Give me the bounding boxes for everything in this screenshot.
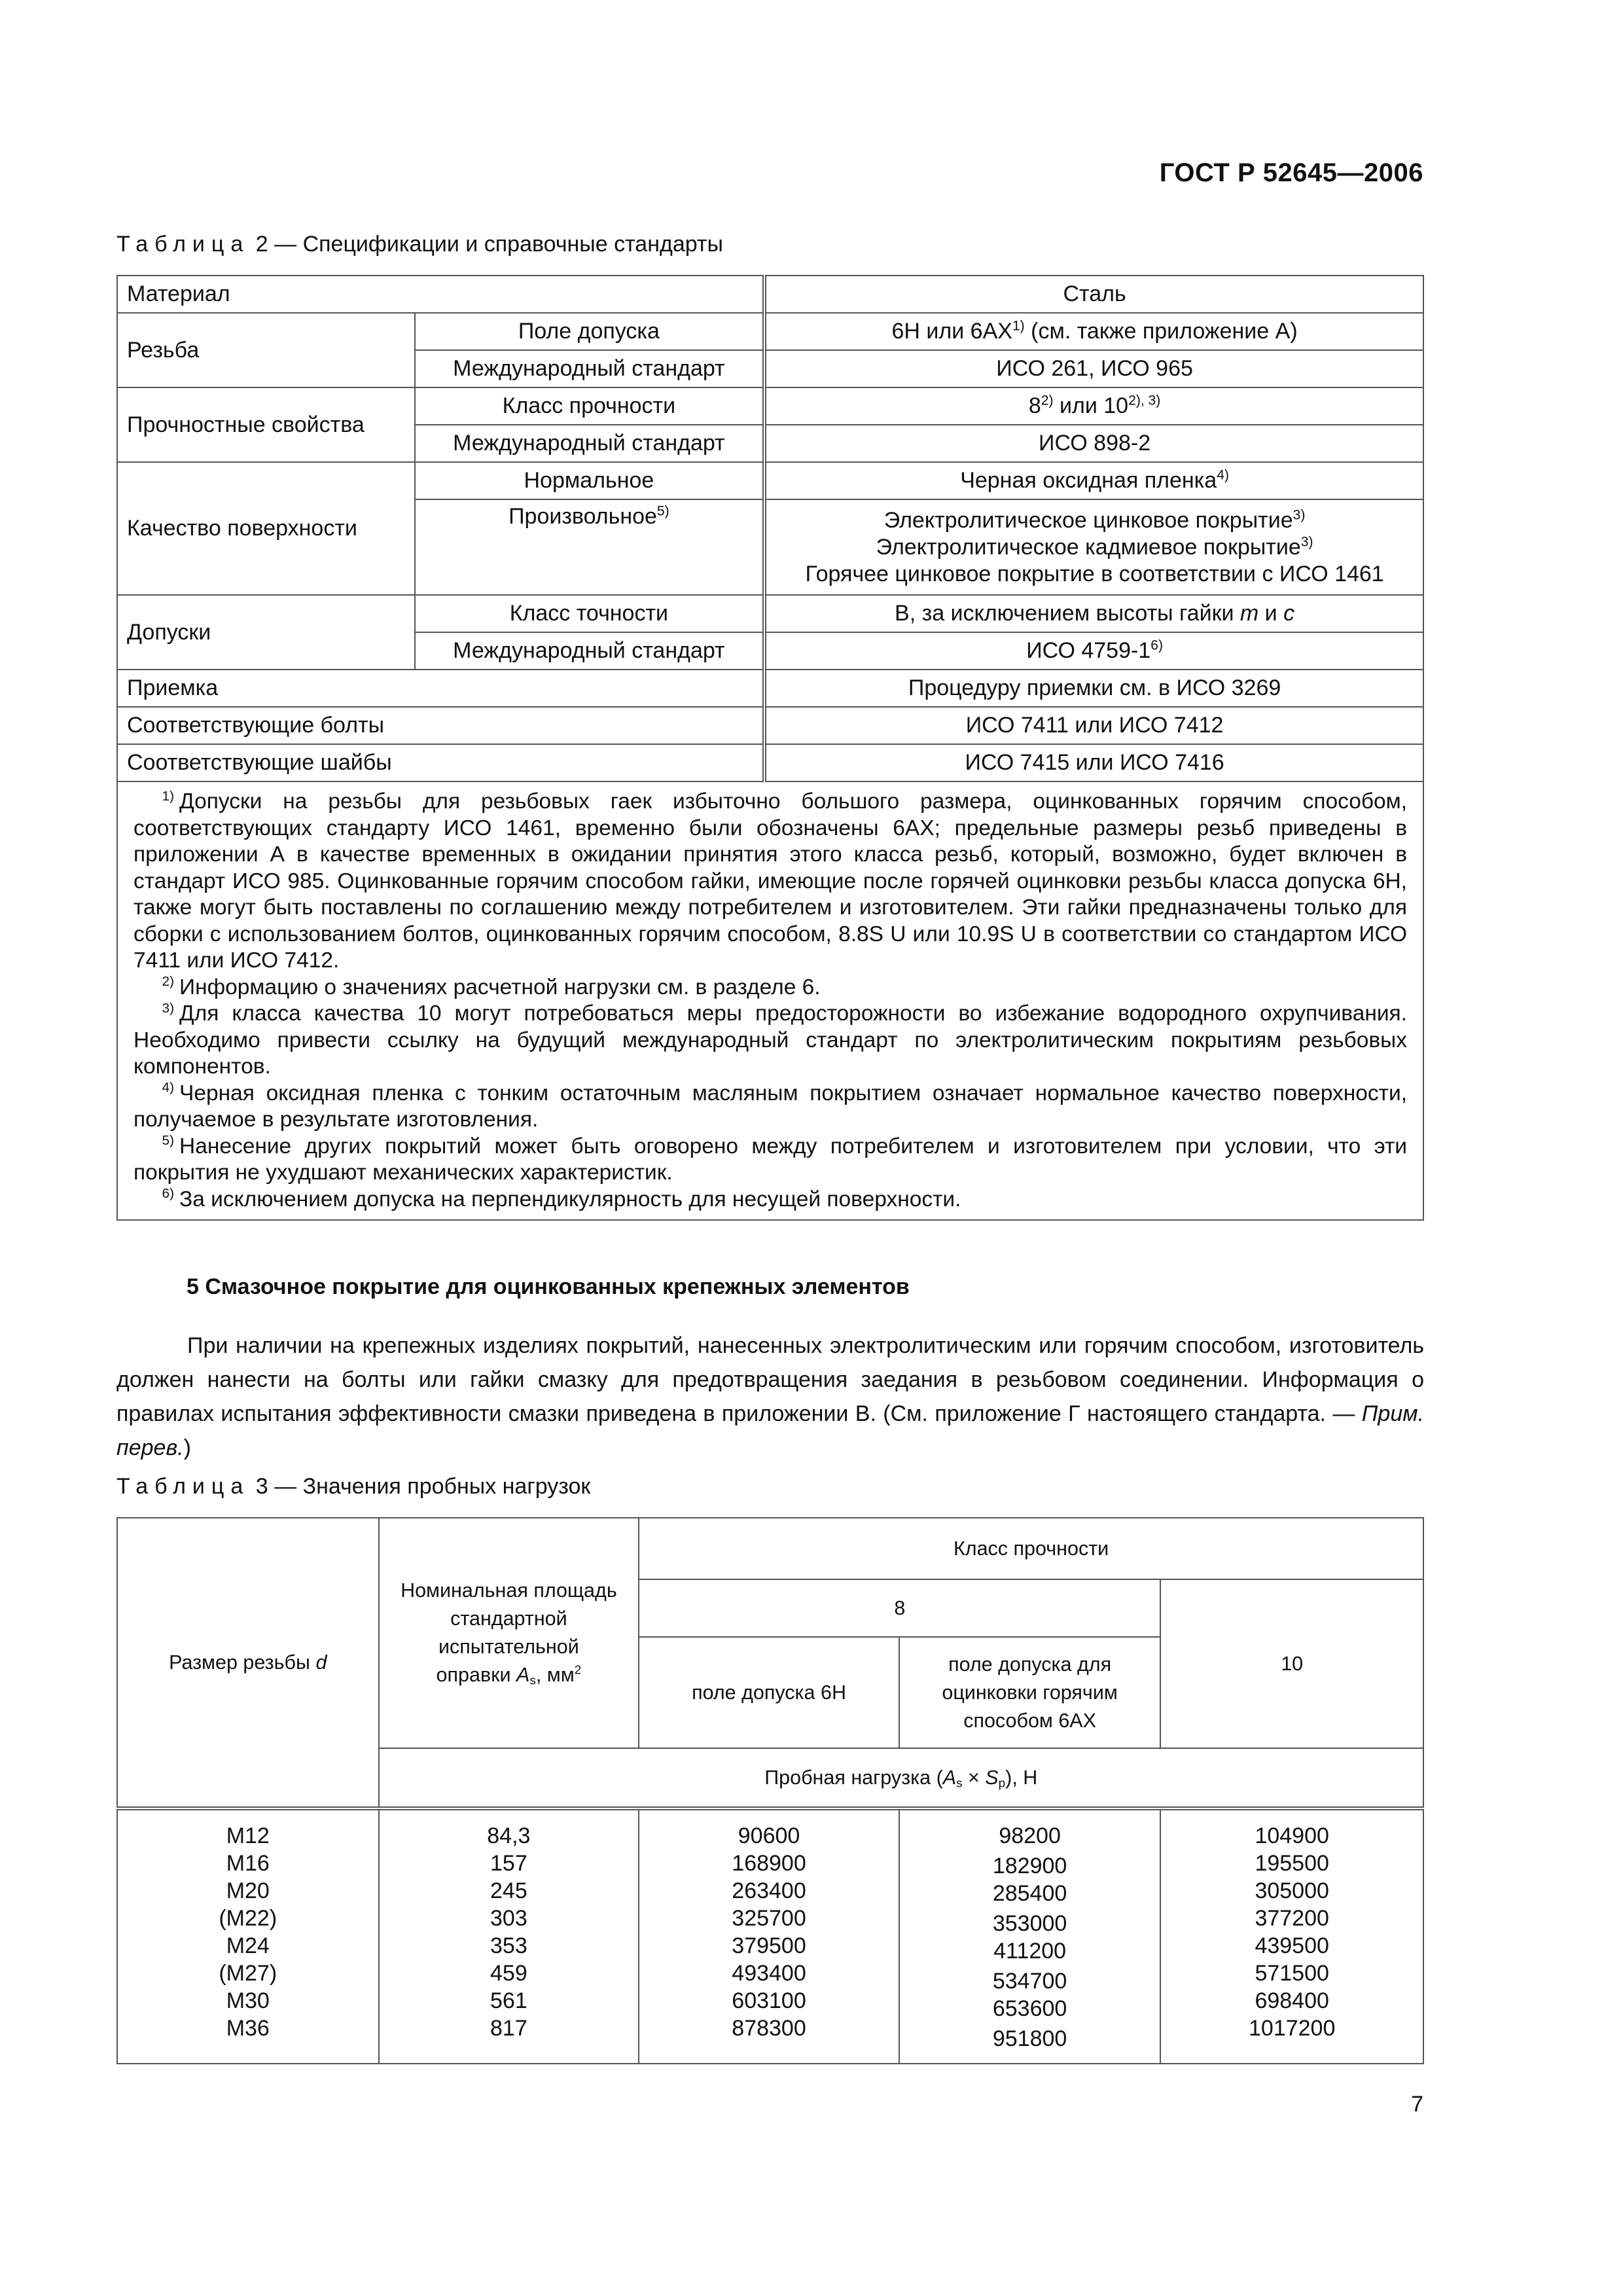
bolts-label: Соответствующие болты xyxy=(117,707,764,744)
table-cell: 1017200 xyxy=(1249,2016,1336,2041)
table-cell: 353 xyxy=(490,1933,527,1958)
footnote: $^{3)}$ Для класса качества 10 могут потребоваться меры предосторожности во избежание водородного охрупчивания. Необходимо привести ссылку на будущий международный стандарт по электролитическим покрытиям резьбовых компонентов. xyxy=(134,1000,1407,1079)
tolerances-label: Допуски xyxy=(117,595,415,670)
table-cell: 493400 xyxy=(732,1961,806,1986)
footnote: $^{4)}$ Черная оксидная пленка с тонким остаточным масляным покрытием означает нормальное качество поверхности, получаемое в результате изготовления. xyxy=(134,1080,1407,1132)
table-cell: 377200 xyxy=(1255,1906,1329,1931)
table-row xyxy=(117,707,1423,744)
footnote: $^{2)}$ Информацию о значениях расчетной нагрузки см. в разделе 6. xyxy=(162,974,821,999)
col-thread-size xyxy=(117,1808,379,2064)
table-row xyxy=(117,313,1423,350)
table-cell: 353000 xyxy=(992,1911,1067,1936)
table-header-row xyxy=(117,1518,1423,1579)
thread-standard-value: ИСО 261, ИСО 965 xyxy=(764,350,1423,387)
table-cell: 104900 xyxy=(1255,1823,1329,1848)
strength-standard-label: Международный стандарт xyxy=(415,425,765,462)
footnote: $^{1)}$ Допуски на резьбы для резьбовых гаек избыточно большого размера, оцинкованных горячим способом, соответствующих стандарту ИСО 1461, временно были обозначены 6AX; предельные размеры резьб приведены в приложении А в качестве временных в ожидании принятия этого класса резьб, который, возможно, будет включен в стандарт ИСО 985. Оцинкованные горячим способом гайки, имеющие после горячей оцинковки резьбы класса допуска 6H, также могут быть поставлены по соглашению между потребителем и изготовителем. Эти гайки предназначены только для сборки с использованием болтов, оцинкованных горячим способом, 8.8S U или 10.9S U в соответствии со стандартом ИСО 7411 или ИСО 7412. xyxy=(134,788,1407,973)
table-cell: 653600 xyxy=(992,1996,1067,2021)
table-cell: 303 xyxy=(490,1906,527,1931)
table-cell: 571500 xyxy=(1255,1961,1329,1986)
table-cell: 603100 xyxy=(732,1988,806,2013)
tolerances-class-label: Класс точности xyxy=(415,595,765,632)
header-class-10: 10 xyxy=(1160,1579,1423,1748)
table-cell: M20 xyxy=(226,1878,270,1903)
table-row xyxy=(117,387,1423,425)
surface-label: Качество поверхности xyxy=(117,462,415,595)
table-row xyxy=(117,462,1423,499)
header-tolerance-6ax: поле допуска для оцинковки горячим способом 6AX xyxy=(899,1637,1161,1748)
col-load-6ax xyxy=(899,1808,1161,2064)
bolts-value: ИСО 7411 или ИСО 7412 xyxy=(764,707,1423,744)
section-5-heading: 5 Смазочное покрытие для оцинкованных крепежных элементов xyxy=(187,1274,910,1299)
table2-caption-word: Таблица xyxy=(116,232,250,257)
table-cell: 90600 xyxy=(738,1823,800,1848)
table-cell: M24 xyxy=(226,1933,270,1958)
table-cell: (M27) xyxy=(219,1961,277,1986)
tolerances-standard-value: ИСО 4759-1$^{6)}$ xyxy=(764,632,1423,670)
table-cell: 878300 xyxy=(732,2016,806,2041)
table-cell: 245 xyxy=(490,1878,527,1903)
material-value: Сталь xyxy=(764,276,1423,313)
col-load-6h xyxy=(639,1808,899,2064)
table-cell: 379500 xyxy=(732,1933,806,1958)
table2-caption-text: 2 — Спецификации и справочные стандарты xyxy=(255,232,723,257)
table-cell: M30 xyxy=(226,1988,270,2013)
page-number: 7 xyxy=(1411,2092,1423,2117)
surface-normal-value: Черная оксидная пленка$^{4)}$ xyxy=(764,462,1423,499)
table-row xyxy=(117,781,1423,1220)
thread-tolerance-label: Поле допуска xyxy=(415,313,765,350)
header-class-8: 8 xyxy=(639,1579,1160,1637)
header-nominal-area: Номинальная площадь стандартной испытательной оправки $A_s$, $мм^2$ xyxy=(379,1518,639,1748)
table2-footnotes xyxy=(117,781,1423,1220)
surface-optional-label: Произвольное$^{5)}$ xyxy=(415,499,765,595)
table-cell: 534700 xyxy=(992,1969,1067,1994)
surface-optional-value: Электролитическое цинковое покрытие$^{3)}$ Электролитическое кадмиевое покрытие$^{3)}$ Горячее цинковое покрытие в соответствии с ИСО 1461 xyxy=(764,499,1423,595)
table-row xyxy=(117,276,1423,313)
table-cell: 411200 xyxy=(993,1939,1067,1964)
washers-label: Соответствующие шайбы xyxy=(117,744,764,781)
table-cell: 951800 xyxy=(992,2026,1067,2051)
table-row xyxy=(117,744,1423,781)
specifications-table xyxy=(116,275,1424,1221)
acceptance-label: Приемка xyxy=(117,670,764,707)
table-cell: 98200 xyxy=(999,1823,1061,1848)
surface-normal-label: Нормальное xyxy=(415,462,765,499)
table-cell: 305000 xyxy=(1255,1878,1329,1903)
table-cell: 698400 xyxy=(1255,1988,1329,2013)
strength-label: Прочностные свойства xyxy=(117,387,415,462)
strength-class-value: 8$^{2)}$ или $10^{2), 3)}$ xyxy=(764,387,1423,425)
footnote: $^{6)}$ За исключением допуска на перпендикулярность для несущей поверхности. xyxy=(162,1186,961,1211)
table-cell: M12 xyxy=(226,1823,270,1848)
table-cell: 195500 xyxy=(1255,1851,1329,1876)
tolerances-class-value: B, за исключением высоты гайки m и c xyxy=(764,595,1423,632)
header-proof-load: Пробная нагрузка $(A_s \times S_p)$, Н xyxy=(379,1748,1423,1808)
thread-tolerance-value: 6H или 6AX$^{1)}$ (см. также приложение А) xyxy=(764,313,1423,350)
table-cell: 561 xyxy=(490,1988,527,2013)
col-load-class10 xyxy=(1160,1808,1423,2064)
table-cell: 263400 xyxy=(732,1878,806,1903)
table2-caption xyxy=(116,232,723,257)
table-cell: M36 xyxy=(226,2016,270,2041)
table-cell: 182900 xyxy=(992,1854,1067,1878)
footnote: $^{5)}$ Нанесение других покрытий может быть оговорено между потребителем и изготовителем при условии, что эти покрытия не ухудшают механических характеристик. xyxy=(134,1133,1407,1185)
table-row xyxy=(117,595,1423,632)
table-cell: 439500 xyxy=(1255,1933,1329,1958)
document-header-id: ГОСТ Р 52645—2006 xyxy=(1159,158,1423,187)
table-cell: 84,3 xyxy=(487,1823,531,1848)
header-tolerance-6h: поле допуска 6H xyxy=(639,1637,899,1748)
table-cell: 325700 xyxy=(732,1906,806,1931)
table3-caption-text: 3 — Значения пробных нагрузок xyxy=(255,1474,591,1499)
strength-class-label: Класс прочности xyxy=(415,387,765,425)
thread-standard-label: Международный стандарт xyxy=(415,350,765,387)
washers-value: ИСО 7415 или ИСО 7416 xyxy=(764,744,1423,781)
table-cell: 817 xyxy=(490,2016,527,2041)
table-cell: 157 xyxy=(490,1851,527,1876)
acceptance-value: Процедуру приемки см. в ИСО 3269 xyxy=(764,670,1423,707)
thread-label: Резьба xyxy=(117,313,415,387)
table-cell: 459 xyxy=(490,1961,527,1986)
section-5-paragraph: При наличии на крепежных изделиях покрытий, нанесенных электролитическим или горячим способом, изготовитель должен нанести на болты или гайки смазку для предотвращения заедания в резьбовом соединении. Информация о правилах испытания эффективности смазки приведена в приложении В. (См. приложение Г настоящего стандарта. — Прим. перев.) xyxy=(116,1333,1424,1460)
table-cell: 285400 xyxy=(992,1881,1067,1906)
header-thread-size: Размер резьбы d xyxy=(117,1518,379,1808)
table-row xyxy=(117,670,1423,707)
material-label: Материал xyxy=(117,276,764,313)
col-nominal-area xyxy=(379,1808,639,2064)
table-cell: 168900 xyxy=(732,1851,806,1876)
table-body-row xyxy=(117,1808,1423,2064)
table3-caption xyxy=(116,1474,590,1499)
table-cell: M16 xyxy=(226,1851,270,1876)
table-cell: (M22) xyxy=(219,1906,277,1931)
tolerances-standard-label: Международный стандарт xyxy=(415,632,765,670)
strength-standard-value: ИСО 898-2 xyxy=(764,425,1423,462)
proof-loads-table xyxy=(116,1517,1424,2064)
header-strength-class: Класс прочности xyxy=(639,1518,1423,1579)
table3-caption-word: Таблица xyxy=(116,1474,250,1499)
